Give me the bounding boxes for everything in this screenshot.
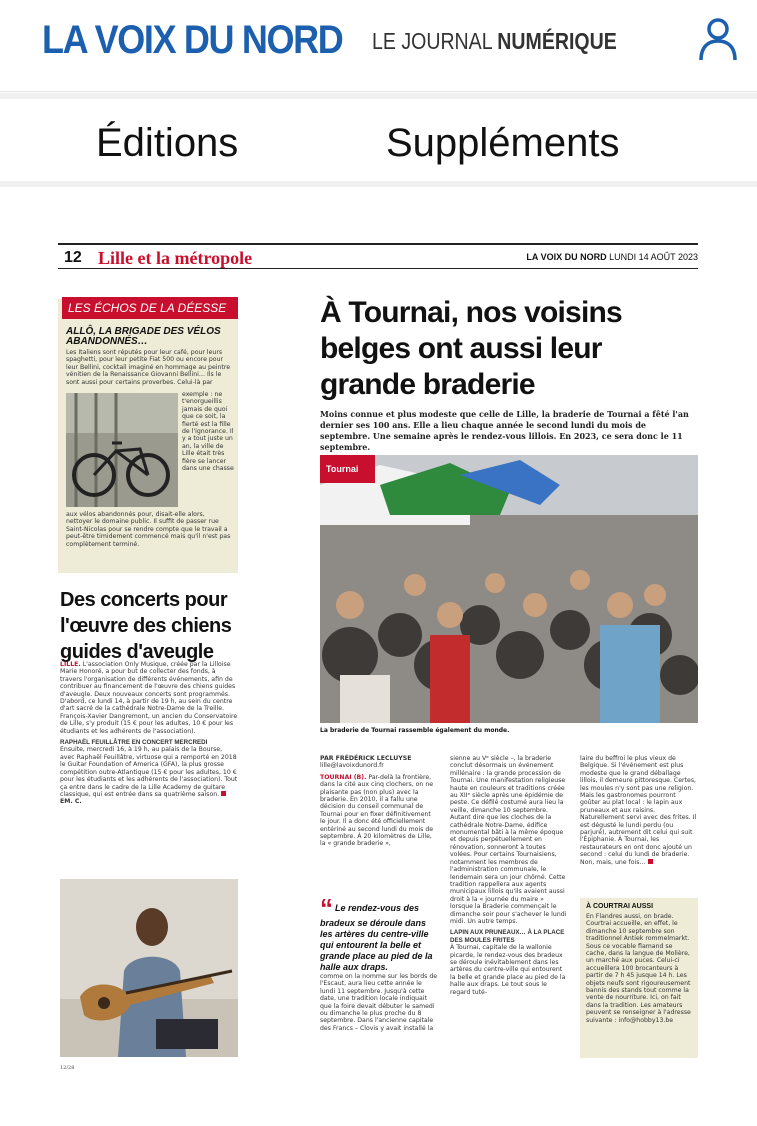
newspaper-logo[interactable]: LA VOIX DU NORD: [42, 18, 343, 62]
echos-text-end: aux vélos abandonnés pour, disait-elle alors, nettoyer le domaine public. Il suffit de passer rue Saint-Nicolas pour se rendre compte que le travail a peut-être timidement commencé mais qu'il n'est pas complètement terminé.: [66, 511, 231, 548]
quote-icon: “: [320, 893, 333, 923]
user-icon: [696, 16, 740, 64]
article-column-1b: comme on la nomme sur les bords de l'Escaut, aura lieu cette année le lundi 11 septembre. Jusqu'à cette date, une tradition locale indiquait que la foire devait débuter le samedi ou dimanche le plus proche du 8 septembre. Dans l'ancienne capitale des Francs – Clovis y avait installé la: [320, 973, 438, 1032]
article-column-2: sienne au Vᵉ siècle –, la braderie conclut désormais un événement millénaire : la grande procession de Tournai. Une manifestation religieuse haute en couleurs et traditions créée au XIIᵉ siècle après une épidémie de peste. Ce défilé costumé aura lieu la veille, dimanche 10 septembre. Autant dire que les cloches de la cathédrale Notre-Dame, édifice monumental bâti à la même époque et depuis perpétuellement en rénovation, sonneront à toutes volées. Pour certains Tournaisiens, notamment les membres de l'administration communale, le lendemain sera un jour chômé. Cette tradition rappellera aux agents municipaux lillois qu'ils avaient aussi droit à la « journée du maire » lorsque la Braderie commençait le dimanche soir pour s'achever le lundi midi. Un autre temps. LAPIN AUX PRUNEAUX… À LA PLACE DES MOULES FRITES À Tournai, capitale de la wallonie picarde, le rendez-vous des bradeux se déroule inévitablement dans les artères du centre-ville qui entourent la belle et grande place au pied de la halle aux draps. Le tout sous le regard tuté-: [450, 755, 567, 996]
bicycle-photo: [66, 393, 178, 507]
concerts-headline: Des concerts pour l'œuvre des chiens guides d'aveugle: [60, 589, 232, 663]
page-section: Lille et la métropole: [98, 248, 253, 268]
article-column-1: PAR FRÉDÉRICK LECLUYSE lille@lavoixdunord.fr TOURNAI (B). Par-delà la frontière, dans la cité aux cinq clochers, on ne plaisante pas (non plus) avec la braderie. En 2010, il a fallu une décision du conseil communal de Tournai pour en fixer définitivement le jour. Il a donc été officiellement entériné au second lundi du mois de septembre. À 20 kilomètres de Lille, la « grande braderie »,: [320, 755, 434, 848]
concerts-text: LILLE. L'association Only Musique, créée par la Lilloise Marie Honoré, a pour but de collecter des fonds, à travers l'organisation de différents événements, afin de contribuer au financement de l'œuvre des chiens guides d'aveugle. Deux nouveaux concerts sont programmés. D'abord, ce lundi 14, à partir de 19 h, au sein du centre d'art sacré de la cathédrale Notre-Dame de la Treille. François-Xavier Dangremont, un ancien du Conservatoire de Lille, s'y produit (15 € pour les adultes, 10 € pour les étudiants et les adhérents de l'association). RAPHAËL FEUILLÂTRE EN CONCERT MERCREDI Ensuite, mercredi 16, à 19 h, au palais de la Bourse, avec Raphaël Feuillâtre, virtuose qui a remporté en 2018 le Guitar Foundation of America (GFA), la plus grosse compétition outre-Atlantique (15 € pour les adultes, 10 € pour les étudiants et les adhérents de l'association). Tout ça entre dans le cadre de la Lille Academy de guitare classique, qui est entrée dans sa quatrième saison. EM. C.: [60, 661, 238, 806]
account-button[interactable]: [696, 16, 740, 64]
concerts-subhead: RAPHAËL FEUILLÂTRE EN CONCERT MERCREDI: [60, 739, 208, 747]
pull-quote: “ Le rendez-vous des bradeux se déroule dans les artères du centre-ville qui entourent la belle et grande place au pied de la halle aux draps.: [320, 893, 433, 972]
tagline-light: LE JOURNAL: [372, 28, 498, 54]
courtrai-title: À COURTRAI AUSSI: [586, 903, 654, 910]
guitarist-photo: [60, 879, 238, 1057]
end-mark-icon: [221, 791, 226, 796]
tagline-bold: NUMÉRIQUE: [497, 28, 617, 54]
main-chapo: Moins connue et plus modeste que celle de Lille, la braderie de Tournai a fêté l'an dernier ses 100 ans. Elle a lieu chaque année le second lundi du mois de septembre. Une semaine après le rendez-vous lillois. En 2023, ce sera donc le 11 septembre.: [320, 409, 689, 452]
echos-title: LES ÉCHOS DE LA DÉESSE: [62, 297, 238, 319]
page-date: LA VOIX DU NORD LUNDI 14 AOÛT 2023: [526, 252, 698, 262]
echos-text-side: exemple : ne t'enorgueillis jamais de quoi que ce soit, la fierté est la fille de l'ignorance. Il y a tout juste un an, la ville de Lille était très fière se lancer dans une chasse: [182, 391, 234, 473]
page-code: 12/28: [60, 1065, 75, 1071]
tab-supplements[interactable]: Suppléments: [386, 121, 620, 165]
end-mark-icon: [648, 859, 653, 864]
courtrai-box: [580, 898, 698, 1058]
photo-caption: La braderie de Tournai rassemble également du monde.: [320, 727, 510, 734]
echos-heading: ALLÔ, LA BRIGADE DES VÉLOS ABANDONNÉS…: [66, 326, 221, 347]
tab-editions[interactable]: Éditions: [96, 121, 239, 165]
main-headline: À Tournai, nos voisins belges ont aussi leur grande braderie: [320, 296, 622, 401]
edition-tabs: [0, 93, 757, 187]
photo-sign: Tournai: [326, 464, 359, 474]
app-header: [0, 0, 757, 92]
newspaper-viewer[interactable]: [0, 188, 757, 1126]
newspaper-page[interactable]: [58, 243, 698, 1088]
page-number: 12: [64, 249, 82, 266]
echos-box: [58, 299, 238, 573]
echos-text: Les Italiens sont réputés pour leur café, pour leurs spaghetti, pour leur petite Fiat 500 ou encore pour leur Bellini, cocktail imaginé en hommage au peintre vénitien de la Renaissance Giovanni Bellini… Ils le sont aussi pour certains proverbes. Celui-là par: [66, 349, 231, 386]
page-header: [58, 243, 698, 269]
braderie-photo: [320, 455, 698, 723]
article-column-3: laire du beffroi le plus vieux de Belgique. Si l'événement est plus modeste que le grand déballage lillois, il demeure pittoresque. Certes, les moules n'y sont pas une religion. Mais les gastronomes pourront goûter au plat local : le lapin aux pruneaux et aux raisins. Naturellement servi avec des frites. Il est dégusté le lundi perdu (ou parjuré), autrement dit celui qui suit l'Épiphanie. À Tournai, les restaurateurs en ont donc ajouté un second : celui du lundi de braderie. Non, mais, une fois…: [580, 755, 697, 866]
courtrai-text: En Flandres aussi, on brade. Courtrai accueille, en effet, le dimanche 10 septembre son traditionnel Antiek rommelmarkt. Sous ce vocable flamand se cache, dans la langue de Molière, un marché aux puces. Celui-ci accueillera 100 brocanteurs à partir de 7 h 45 jusque 14 h. Les objets neufs sont rigoureusement bannis des stands tout comme la vente de nourriture. Ici, on fait dans la tradition. Les amateurs peuvent se renseigner à l'adresse suivante : info@hobby13.be: [586, 913, 691, 1024]
tagline: [372, 28, 617, 55]
